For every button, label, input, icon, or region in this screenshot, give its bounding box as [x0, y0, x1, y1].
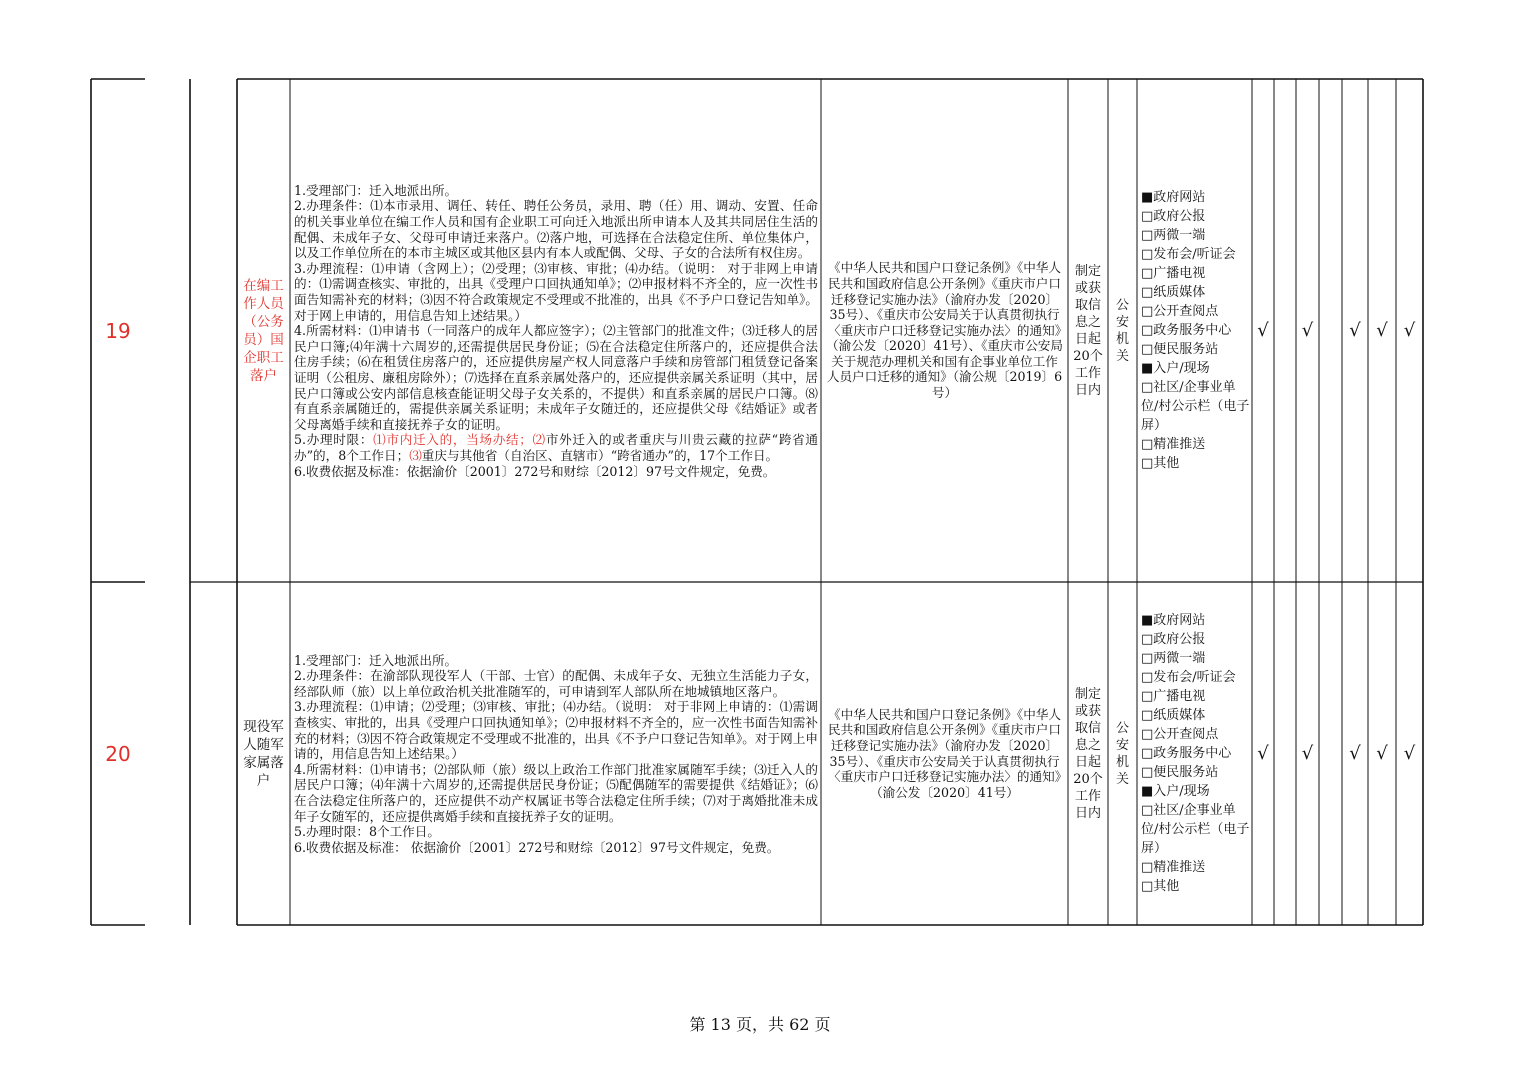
channel-label: 广播电视	[1153, 266, 1206, 281]
channel-option	[1141, 321, 1250, 340]
checked-box-icon: ■	[1141, 613, 1154, 628]
content-segment: 4.所需材料：⑴申请书；⑵部队师（旅）级以上政治工作部门批准家属随军手续；⑶迁入人的居民户口簿；⑷年满十六周岁的,还需提供居民身份证；⑸配偶随军的需要提供《结婚证》；⑹在合法稳定住所落户的，还应提供不动产权属证书等合法稳定住所手续；⑺对于离婚批准未成年子女随军的，还应提供离婚手续和直接抚养子女的证明。	[294, 761, 818, 824]
item-name-text: 现役军人随军家属落户	[243, 718, 284, 789]
channel-label: 其他	[1153, 456, 1180, 471]
time-limit-text: 制定或获取信息之日起20个工作日内	[1073, 263, 1103, 398]
legal-basis-text: 《中华人民共和国户口登记条例》《中华人民共和国政府信息公开条例》《重庆市户口迁移登记实施办法》（渝府办发〔2020〕35号）、《重庆市公安局关于认真贯彻执行〈重庆市户口迁移登记实施办法〉的通知》（渝公发〔2020〕41号）、《重庆市公安局关于规范办理机关和国有企事业单位工作人员户口迁移的通知》（渝公规〔2019〕6号）	[826, 260, 1063, 401]
content-segment: 1.受理部门：迁入地派出所。	[294, 182, 458, 198]
content-paragraph	[294, 699, 818, 761]
channel-option	[1141, 302, 1250, 321]
channel-label: 广播电视	[1153, 689, 1206, 704]
checked-box-icon: ■	[1141, 361, 1154, 376]
check-mark-cell	[1342, 582, 1368, 925]
item-content	[290, 582, 821, 925]
row-number	[91, 582, 145, 925]
subject	[1108, 582, 1137, 925]
channel-option	[1141, 188, 1250, 207]
item-name-text: 在编工作人员（公务员）国企职工落户	[243, 277, 284, 384]
page-footer: 第 13 页，共 62 页	[689, 1015, 831, 1034]
legal-basis	[821, 79, 1068, 582]
channel-option	[1141, 706, 1250, 725]
content-segment: 重庆与其他省（自治区、直辖市）“跨省通办”的，17个工作日。	[421, 447, 779, 463]
unchecked-box-icon: □	[1141, 746, 1154, 761]
item-content	[290, 79, 821, 582]
channel-label: 政务服务中心	[1153, 746, 1232, 761]
channel-label: 便民服务站	[1153, 342, 1219, 357]
content-paragraph	[294, 824, 818, 840]
channel-option	[1141, 725, 1250, 744]
channel-option	[1141, 340, 1250, 359]
content-segment: ⑶	[409, 447, 422, 463]
content-paragraph	[294, 261, 818, 323]
unchecked-box-icon: □	[1141, 456, 1154, 471]
channel-label: 发布会/听证会	[1153, 670, 1236, 685]
channel-option	[1141, 668, 1250, 687]
check-mark: √	[1403, 320, 1416, 341]
check-mark-cell	[1396, 79, 1423, 582]
unchecked-box-icon: □	[1141, 651, 1154, 666]
channel-label: 两微一端	[1153, 228, 1206, 243]
unchecked-box-icon: □	[1141, 670, 1154, 685]
channel-label: 其他	[1153, 879, 1180, 894]
content-paragraph	[294, 762, 818, 824]
check-mark-cell	[1296, 79, 1319, 582]
channel-label: 两微一端	[1153, 651, 1206, 666]
content-paragraph	[294, 183, 818, 199]
legal-basis-text: 《中华人民共和国户口登记条例》《中华人民共和国政府信息公开条例》《重庆市户口迁移登记实施办法》（渝府办发〔2020〕35号）、《重庆市公安局关于认真贯彻执行〈重庆市户口迁移登记实施办法〉的通知》（渝公发〔2020〕41号）	[828, 706, 1061, 800]
content-segment: ⑴市内迁入的，当场办结；⑵	[373, 432, 546, 448]
check-mark-cell	[1342, 79, 1368, 582]
channel-option	[1141, 359, 1250, 378]
channel-option	[1141, 283, 1250, 302]
channel-option	[1141, 245, 1250, 264]
channel-label: 社区/企事业单位/村公示栏（电子屏）	[1141, 803, 1250, 856]
legal-basis	[821, 582, 1068, 925]
content-paragraph	[294, 464, 818, 480]
check-mark: √	[1301, 743, 1314, 764]
check-mark-cell	[1396, 582, 1423, 925]
content-paragraph	[294, 653, 818, 669]
row-number-text: 20	[105, 741, 131, 766]
channel-option	[1141, 801, 1250, 858]
channel-option	[1141, 435, 1250, 454]
channel-option	[1141, 763, 1250, 782]
content-segment: 5.办理时限：	[294, 432, 374, 448]
item-name	[237, 79, 290, 582]
check-mark: √	[1349, 743, 1361, 764]
row-number	[91, 79, 145, 582]
unchecked-box-icon: □	[1141, 342, 1154, 357]
check-mark: √	[1257, 320, 1269, 341]
row-number-text: 19	[105, 318, 131, 343]
unchecked-box-icon: □	[1141, 266, 1154, 281]
unchecked-box-icon: □	[1141, 879, 1154, 894]
time-limit	[1068, 582, 1108, 925]
content-paragraph	[294, 668, 818, 699]
channel-label: 纸质媒体	[1153, 708, 1206, 723]
channel-option	[1141, 630, 1250, 649]
unchecked-box-icon: □	[1141, 727, 1154, 742]
content-segment: 4.所需材料：⑴申请书（一同落户的成年人都应签字）；⑵主管部门的批准文件；⑶迁移人的居民户口簿;⑷年满十六周岁的,还需提供居民身份证；⑸在合法稳定住所落户的，还应提供合法住房手续；⑹在租赁住房落户的，还应提供房屋产权人同意落户手续和房管部门租赁登记备案证明（公租房、廉租房除外）；⑺选择在直系亲属处落户的，还应提供亲属关系证明（其中，居民户口簿或公安内部信息核查能证明父母子女关系的，不提供）和直系亲属的居民户口簿。⑻有直系亲属随迁的，需提供亲属关系证明；未成年子女随迁的，还应提供父母《结婚证》或者父母离婚手续和直接抚养子女的证明。	[294, 323, 818, 432]
check-mark-cell	[1319, 582, 1342, 925]
channel-label: 纸质媒体	[1153, 285, 1206, 300]
channel-option	[1141, 611, 1250, 630]
channel-label: 入户/现场	[1153, 361, 1210, 376]
subject-text: 公安机关	[1115, 720, 1129, 787]
check-mark-cell	[1368, 79, 1396, 582]
check-mark: √	[1349, 320, 1361, 341]
check-mark-cell	[1274, 582, 1296, 925]
unchecked-box-icon: □	[1141, 228, 1154, 243]
unchecked-box-icon: □	[1141, 247, 1154, 262]
unchecked-box-icon: □	[1141, 304, 1154, 319]
channel-list	[1137, 582, 1252, 925]
channel-label: 公开查阅点	[1153, 304, 1219, 319]
unchecked-box-icon: □	[1141, 632, 1154, 647]
content-paragraph	[294, 840, 818, 856]
unchecked-box-icon: □	[1141, 285, 1154, 300]
unchecked-box-icon: □	[1141, 437, 1154, 452]
subject-text: 公安机关	[1115, 297, 1129, 364]
channel-option	[1141, 264, 1250, 283]
check-mark: √	[1301, 320, 1314, 341]
channel-label: 政府网站	[1153, 613, 1206, 628]
channel-label: 入户/现场	[1153, 784, 1210, 799]
channel-label: 政府公报	[1153, 209, 1206, 224]
channel-label: 政务服务中心	[1153, 323, 1232, 338]
channel-list	[1137, 79, 1252, 582]
content-segment: 2.办理条件：⑴本市录用、调任、转任、聘任公务员，录用、聘（任）用、调动、安置、任命的机关事业单位在编工作人员和国有企业职工可向迁入地派出所申请本人及其共同居住生活的配偶、未成年子女、父母可申请迁来落户。⑵落户地，可选择在合法稳定住所、单位集体户，以及工作单位所在的本市主城区或其他区县内有本人或配偶、父母、子女的合法所有权住房。	[294, 198, 818, 261]
channel-option	[1141, 454, 1250, 473]
content-paragraph	[294, 432, 818, 463]
checked-box-icon: ■	[1141, 784, 1154, 799]
channel-option	[1141, 744, 1250, 763]
content-segment: 3.办理流程：⑴申请；⑵受理；⑶审核、审批；⑷办结。（说明： 对于非网上申请的：⑴需调查核实、审批的，出具《受理户口回执通知单》；⑵申报材料不齐全的，应一次性书面告知需补充的材料；⑶因不符合政策规定不受理或不批准的，出具《不予户口登记告知单》。对于网上申请的，用信息告知上述结果。）	[294, 699, 818, 762]
check-mark-cell	[1368, 582, 1396, 925]
unchecked-box-icon: □	[1141, 689, 1154, 704]
channel-label: 公开查阅点	[1153, 727, 1219, 742]
unchecked-box-icon: □	[1141, 380, 1154, 395]
subject	[1108, 79, 1137, 582]
check-mark-cell	[1252, 582, 1274, 925]
unchecked-box-icon: □	[1141, 765, 1154, 780]
content-paragraph	[294, 198, 818, 260]
channel-option	[1141, 207, 1250, 226]
channel-option	[1141, 226, 1250, 245]
check-mark: √	[1376, 743, 1388, 764]
unchecked-box-icon: □	[1141, 708, 1154, 723]
channel-option	[1141, 649, 1250, 668]
check-mark-cell	[1319, 79, 1342, 582]
channel-label: 便民服务站	[1153, 765, 1219, 780]
channel-label: 社区/企事业单位/村公示栏（电子屏）	[1141, 380, 1250, 433]
content-segment: 1.受理部门：迁入地派出所。	[294, 652, 458, 668]
unchecked-box-icon: □	[1141, 323, 1154, 338]
channel-label: 政府公报	[1153, 632, 1206, 647]
channel-label: 发布会/听证会	[1153, 247, 1236, 262]
content-segment: 3.办理流程：⑴申请（含网上）；⑵受理；⑶审核、审批；⑷办结。（说明： 对于非网上申请的：⑴需调查核实、审批的，出具《受理户口回执通知单》；⑵申报材料不齐全的，应一次性书面告知需补充的材料；⑶因不符合政策规定不受理或不批准的，出具《不予户口登记告知单》。对于网上申请的，用信息告知上述结果。）	[294, 260, 818, 323]
time-limit	[1068, 79, 1108, 582]
content-segment: 6.收费依据及标准： 依据渝价〔2001〕272号和财综〔2012〕97号文件规定，免费。	[294, 839, 780, 855]
channel-label: 精准推送	[1153, 860, 1206, 875]
channel-label: 政府网站	[1153, 190, 1206, 205]
unchecked-box-icon: □	[1141, 860, 1154, 875]
item-name	[237, 582, 290, 925]
check-mark-cell	[1274, 79, 1296, 582]
check-mark: √	[1376, 320, 1388, 341]
check-mark: √	[1403, 743, 1416, 764]
content-segment: 5.办理时限：8个工作日。	[294, 824, 440, 840]
unchecked-box-icon: □	[1141, 209, 1154, 224]
check-mark: √	[1257, 743, 1269, 764]
unchecked-box-icon: □	[1141, 803, 1154, 818]
time-limit-text: 制定或获取信息之日起20个工作日内	[1073, 686, 1103, 821]
check-mark-cell	[1296, 582, 1319, 925]
channel-option	[1141, 877, 1250, 896]
channel-option	[1141, 858, 1250, 877]
content-segment: 市外迁入的或者重庆与川贵云藏的拉萨“跨省通办”的，8个工作日；	[294, 432, 818, 463]
channel-label: 精准推送	[1153, 437, 1206, 452]
content-segment: 6.收费依据及标准：依据渝价〔2001〕272号和财综〔2012〕97号文件规定，免费。	[294, 463, 776, 479]
channel-option	[1141, 687, 1250, 706]
channel-option	[1141, 782, 1250, 801]
content-segment: 2.办理条件：在渝部队现役军人（干部、士官）的配偶、未成年子女、无独立生活能力子女，经部队师（旅）以上单位政治机关批准随军的，可申请到军人部队所在地城镇地区落户。	[294, 668, 818, 699]
channel-option	[1141, 378, 1250, 435]
checked-box-icon: ■	[1141, 190, 1154, 205]
content-paragraph	[294, 323, 818, 432]
check-mark-cell	[1252, 79, 1274, 582]
